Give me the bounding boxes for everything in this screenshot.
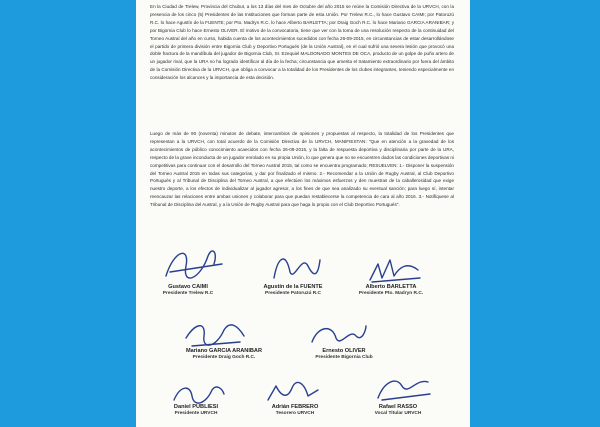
paragraph-intro: En la Ciudad de Trelew, Provincia del Chubut, a los 13 días del mes de Octubre del año 2015 se reúne la Comisión Directiva de la URVCH, con la presencia de los cinco (5) Presidentes de las Instituciones que forman parte de esta Unión. Por Trelew R.C., lo hace Gustavo CAIMI; por Patoruzú R.C. lo hace Agustín de la FUENTE; por Pto. Madryn R.C. lo hace Alberto BARLETTA; por Draig Goch R.C. lo hace Mariano GARCIA ARANIBAR; y por Bigornia Club lo hace Ernesto OLIVER. El motivo de la convocatoria, tiene que ver con la toma de una resolución respecto de la continuidad del Torneo Austral del año en curso, habida cuenta de los acontecimientos sucedidos con fecha 26-09-2015, en circunstancias de estar desarrollándose el partido de primera división entre Bigornia Club y Deportivo Portugués (de la Unión Austral), en el cual sufrió una severa lesión que provocó una doble fractura de la mandíbula del jugador de Bigornia Club, Sr. Ezequiel MALDONADO MONTES DE OCA, producto de un golpe de puño artero de un jugador rival, que la URA no ha logrado identificar al día de la fecha; circunstancia que amerita el tratamiento extraordinario por fuera del ámbito de la Comisión Directiva de la URVCH, que obliga a convocar a la totalidad de los Presidentes de los clubes integrantes, teniendo especialmente en consideración los alcances y la importancia de esta decisión. [150, 4, 454, 81]
signature-scribble-oliver [306, 318, 370, 352]
signatory-name: Gustavo CAIMI [168, 284, 208, 290]
signature-block [343, 404, 453, 417]
signatory-role: Presidente Patoruzú R.C [265, 291, 321, 296]
signature-scribble-rasso [372, 372, 434, 404]
signatory-role: Vocal Titular URVCH [374, 411, 422, 416]
signature-block [336, 284, 446, 297]
signature-block [240, 404, 350, 417]
document-page [136, 0, 470, 427]
signature-scribble-garcia [182, 318, 248, 352]
signatory-name: Alberto BARLETTA [365, 284, 417, 290]
signature-scribble-caimi [160, 242, 230, 284]
signature-block [169, 348, 279, 361]
signatory-role: Presidente URVCH [174, 411, 218, 416]
signature-scribble-fuente [268, 246, 324, 286]
signatory-name: Rafael RASSO [378, 404, 418, 410]
signature-block [141, 404, 251, 417]
signatory-name: Mariano GARCIA ARANIBAR [185, 348, 263, 354]
signatory-role: Presidente Trelew R.C [162, 291, 214, 296]
paragraph-resolution: Luego de más de 90 (noventa) minutos de debate, intercambios de opiniones y propuestas al respecto, la totalidad de los Presidentes que representan a la URVCH, con total acuerdo de la Comisión Directiva de la URVCH, MANIFIESTAN: "Que en atención a la gravedad de los acontecimientos de público conocimiento acaecidos con fecha 26-09-2015, y la falta de respuesta deportiva y disciplinaria por parte de la URA, respecto de la grave inconducta de un jugador enrolado en su propia Unión, lo que genera que no se encuentren dados las condiciones deportivas ni competitivas para continuar con el desarrollo del Torneo Austral 2015, tal como se encuentra programado; RESUELVEN: 1.- Disponer la suspensión del Torneo Austral 2015 en todas sus categorías, y dar por finalizado el mismo. 2.- Recomendar a la Unión de Rugby Austral, al Club Deportivo Portugués y al Tribunal de Disciplina del Torneo Austral, a que efectúen los máximos esfuerzos y den muestras de la caballerosidad que exige nuestro deporte, a los efectos de individualizar al jugador agresor, a los fines de que sea analizado su eventual sanción; para luego sí, intentar reencauzar las relaciones entre ambas uniones y colaborar para que puedan restablecerse la competencia de cara al año 2016. 3.- Notifíquese al Tribunal de Disciplina del Austral, y a la Unión de Rugby Austral para que haga lo propio con el Club Deportivo Portugués". [150, 131, 454, 208]
signatory-name: Agustín de la FUENTE [263, 284, 323, 290]
signatory-role: Presidente Pto. Madryn R.C. [358, 291, 424, 296]
signature-block [136, 284, 243, 297]
signature-scribble-febrero [264, 378, 322, 406]
signatory-name: Ernesto OLIVER [322, 348, 366, 354]
signature-block [238, 284, 348, 297]
signature-scribble-barletta [364, 254, 424, 286]
signatory-name: Adrián FEBRERO [271, 404, 319, 410]
signatory-name: Daniel PUBLIESI [173, 404, 219, 410]
signatory-role: Presidente Bigornia Club [315, 355, 373, 360]
signature-block [289, 348, 399, 361]
signatory-role: Tesorero URVCH [275, 411, 315, 416]
signature-scribble-publiesi [168, 380, 228, 406]
signatory-role: Presidente Draig Goch R.C. [192, 355, 256, 360]
